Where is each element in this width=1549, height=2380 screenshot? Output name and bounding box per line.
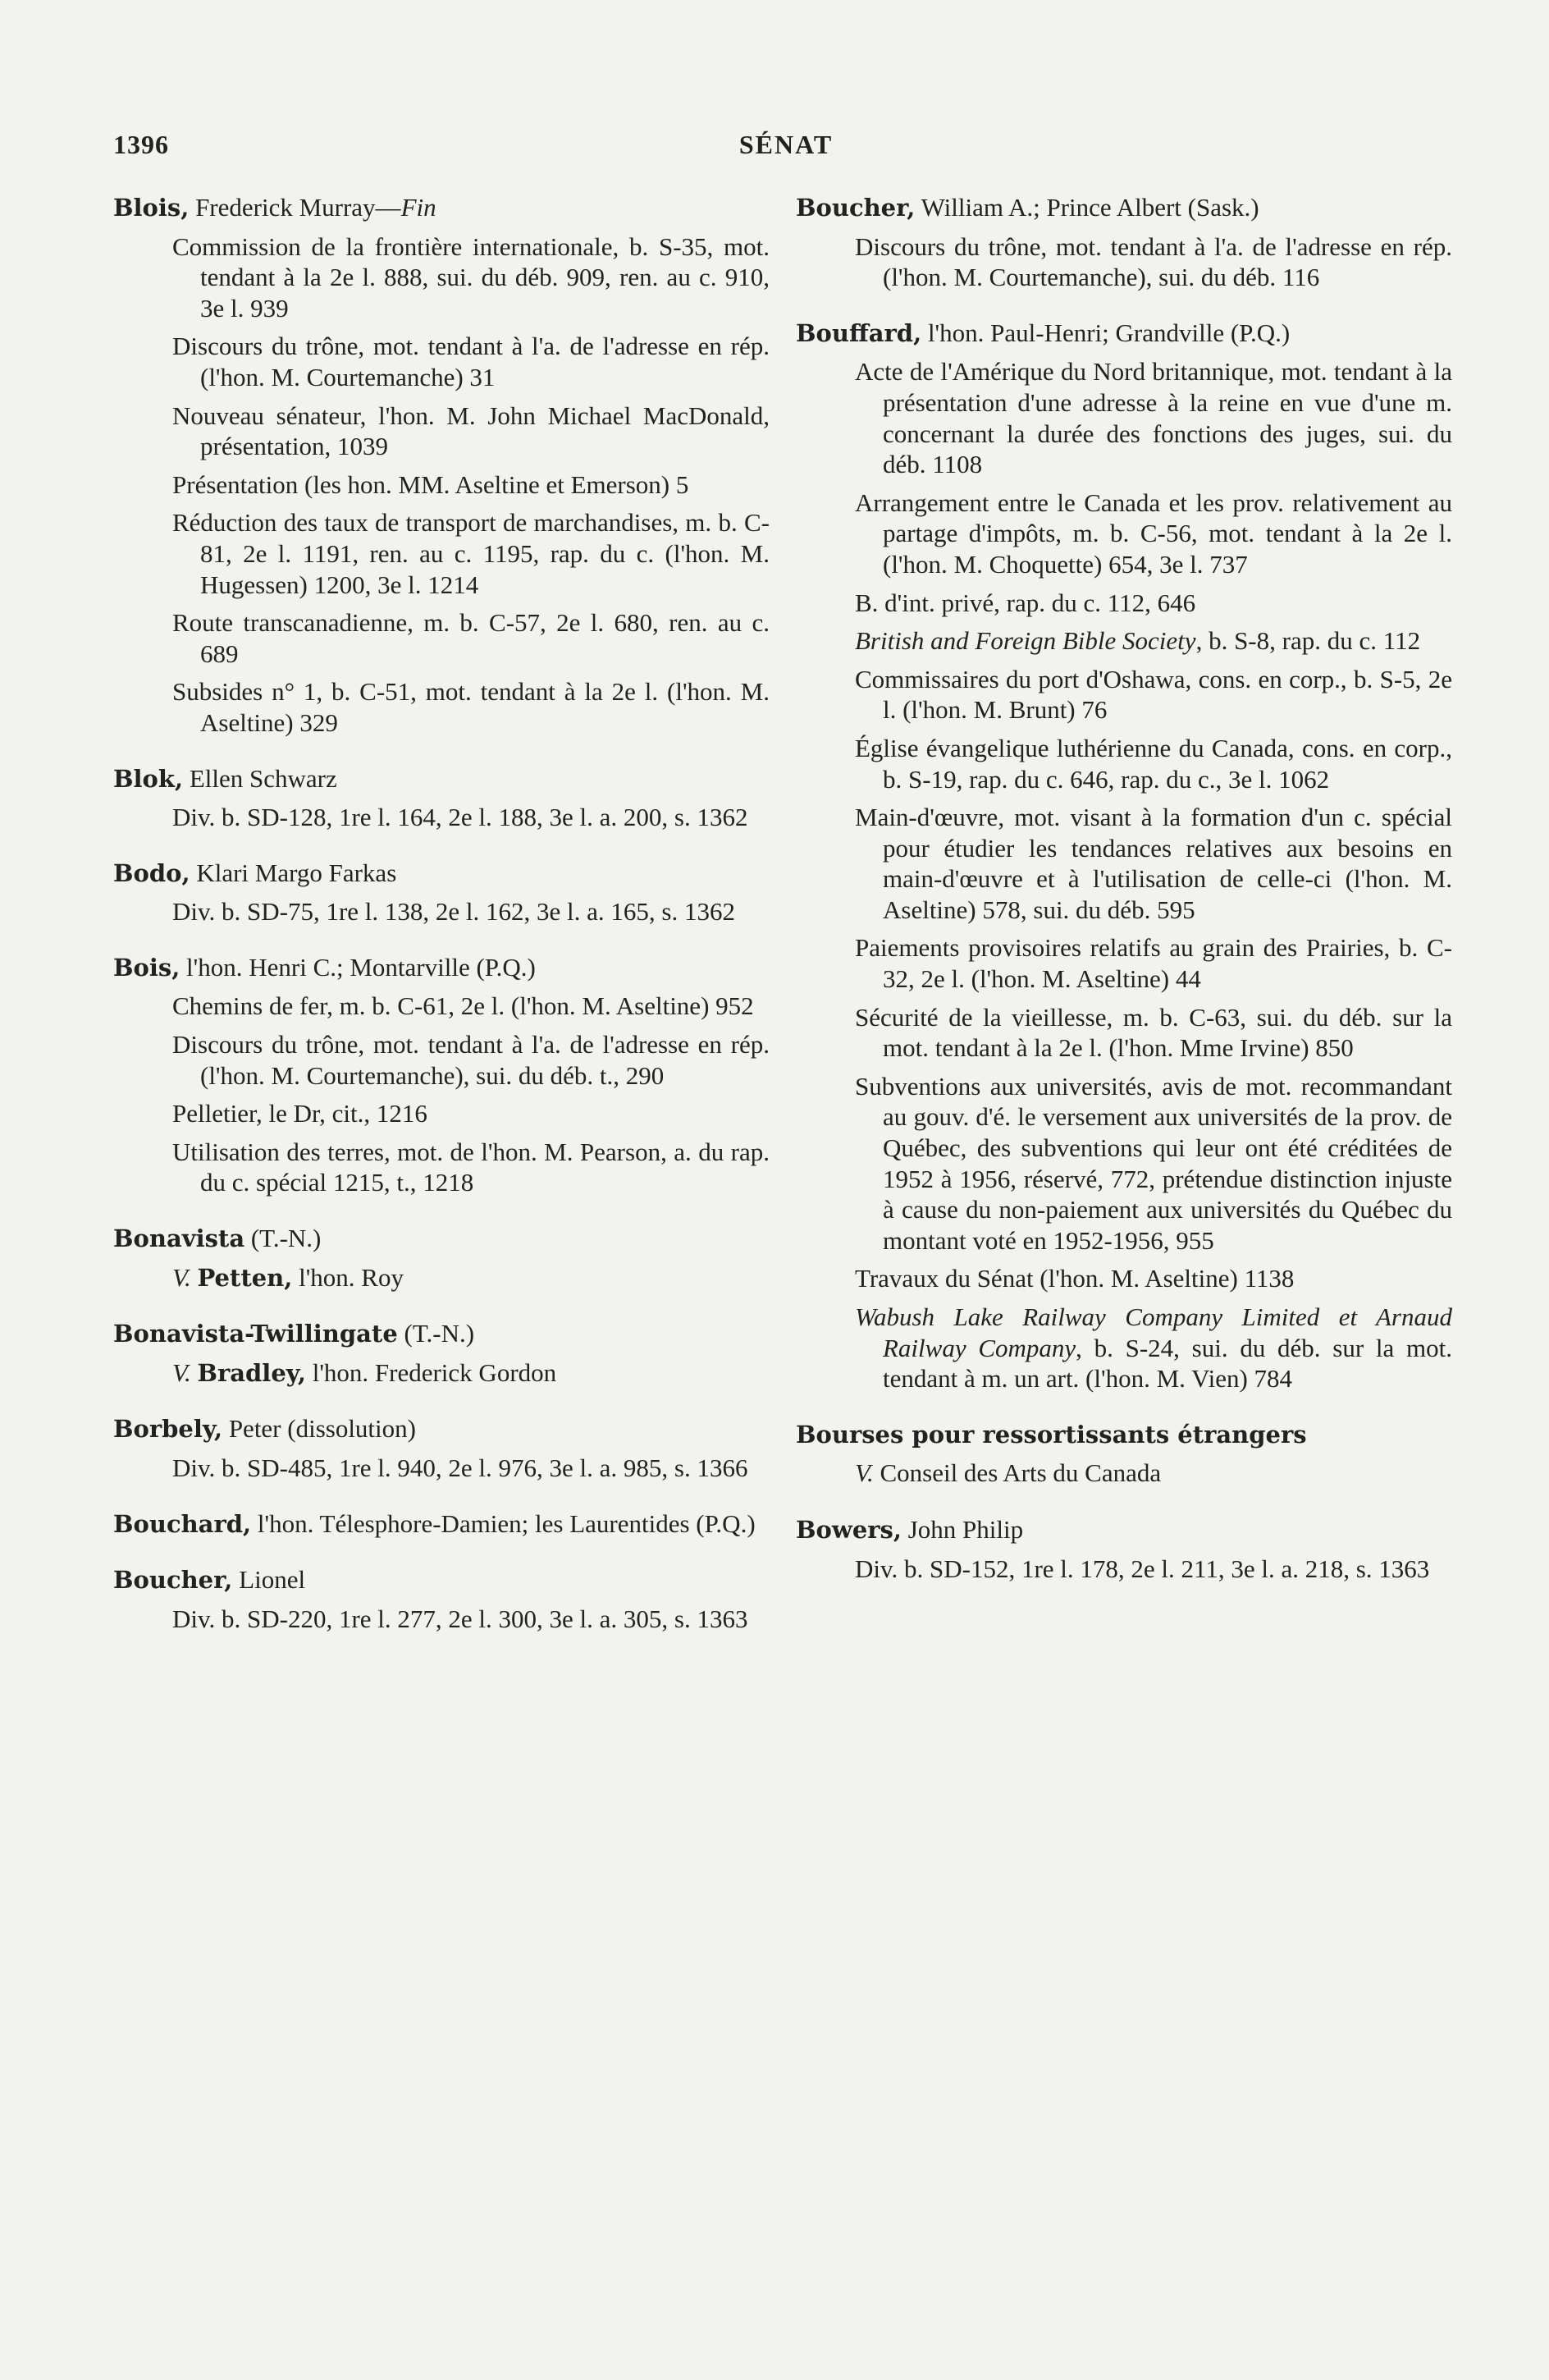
ref-rest: l'hon. Roy — [292, 1262, 404, 1292]
sub-entry: Réduction des taux de transport de marchandises, m. b. C-81, 2e l. 1191, ren. au c. 1195, rap. du c. (l'hon. M. Hugessen) 1200, 3e l. 1214 — [172, 508, 770, 599]
entry-name: Bonavista-Twillingate — [113, 1320, 398, 1348]
entry-name: Bourses pour ressortissants étrangers — [796, 1420, 1307, 1449]
entry-name: Bois, — [113, 953, 180, 982]
entry-italic-rest: Fin — [400, 193, 436, 222]
entry-name: Boucher, — [113, 1566, 233, 1595]
entry-heading — [796, 192, 1452, 224]
entry-rest: Frederick Murray— — [189, 193, 401, 222]
entry-name: Bodo, — [113, 858, 190, 887]
sub-entry: B. d'int. privé, rap. du c. 112, 646 — [855, 588, 1196, 617]
index-entry — [113, 1508, 770, 1540]
entry-heading — [113, 952, 770, 984]
sub-entry: Nouveau sénateur, l'hon. M. John Michael MacDonald, présentation, 1039 — [172, 400, 770, 461]
entry-rest: l'hon. Télesphore-Damien; les Laurentides (P.Q.) — [251, 1508, 756, 1538]
entry-heading — [113, 1564, 770, 1596]
entry-rest: Ellen Schwarz — [183, 763, 337, 793]
sub-entry: Paiements provisoires relatifs au grain des Prairies, b. C-32, 2e l. (l'hon. M. Aseltine) 44 — [855, 933, 1452, 994]
sub-entry: Utilisation des terres, mot. de l'hon. M. Pearson, a. du rap. du c. spécial 1215, t., 1218 — [172, 1137, 770, 1197]
sub-entry: Discours du trône, mot. tendant à l'a. de l'adresse en rép. (l'hon. M. Courtemanche), sui. du déb. 116 — [855, 231, 1452, 292]
sub-entry: Travaux du Sénat (l'hon. M. Aseltine) 1138 — [855, 1264, 1295, 1293]
ref-rest: l'hon. Frederick Gordon — [305, 1357, 557, 1387]
sub-entry: Div. b. SD-152, 1re l. 178, 2e l. 211, 3e l. a. 218, s. 1363 — [855, 1554, 1430, 1583]
italic-title: British and Foreign Bible Society — [855, 626, 1196, 656]
entry-name: Borbely, — [113, 1415, 223, 1444]
entry-name: Blok, — [113, 764, 184, 793]
sub-entry: Commissaires du port d'Oshawa, cons. en corp., b. S-5, 2e l. (l'hon. M. Brunt) 76 — [855, 664, 1452, 725]
entry-rest: John Philip — [901, 1514, 1024, 1544]
sub-entry: Pelletier, le Dr, cit., 1216 — [172, 1099, 427, 1128]
sub-entry: Div. b. SD-485, 1re l. 940, 2e l. 976, 3e l. a. 985, s. 1366 — [172, 1453, 748, 1482]
cross-reference — [113, 1357, 770, 1389]
index-entry — [113, 1223, 770, 1293]
entry-heading — [113, 192, 770, 224]
ref-name: Petten, — [197, 1263, 293, 1292]
index-entry — [796, 1419, 1452, 1490]
entry-rest: l'hon. Paul-Henri; Grandville (P.Q.) — [921, 318, 1291, 347]
sub-entry: Acte de l'Amérique du Nord britannique, mot. tendant à la présentation d'une adresse à la reine en vue d'une m. concernant la durée des fonctions des juges, sui. du déb. 1108 — [855, 357, 1452, 479]
entry-name: Blois, — [113, 194, 190, 222]
ref-name: Bradley, — [197, 1358, 306, 1387]
sub-entry: Sécurité de la vieillesse, m. b. C-63, sui. du déb. sur la mot. tendant à la 2e l. (l'hon. Mme Irvine) 850 — [855, 1002, 1452, 1063]
index-entry — [113, 763, 770, 833]
see-marker: V. — [855, 1458, 874, 1488]
entry-name: Bowers, — [796, 1515, 902, 1544]
entry-name: Bouffard, — [796, 318, 922, 347]
cross-reference — [796, 1458, 1452, 1490]
sub-entry: Église évangelique luthérienne du Canada, cons. en corp., b. S-19, rap. du c. 646, rap. du c., 3e l. 1062 — [855, 733, 1452, 794]
entry-rest: (T.-N.) — [244, 1224, 322, 1253]
entry-rest: (T.-N.) — [397, 1319, 475, 1348]
sub-entry: Wabush Lake Railway Company Limited et Arnaud Railway Company, b. S-24, sui. du déb. sur la mot. tendant à m. un art. (l'hon. M. Vien) 784 — [855, 1302, 1452, 1394]
sub-entry: Route transcanadienne, m. b. C-57, 2e l. 680, ren. au c. 689 — [172, 608, 770, 668]
see-marker: V. — [172, 1262, 191, 1292]
italic-title: Wabush Lake Railway Company Limited et Arnaud Railway Company — [855, 1302, 1452, 1362]
entry-heading — [113, 858, 770, 890]
sub-entry: British and Foreign Bible Society, b. S-8, rap. du c. 112 — [855, 626, 1421, 656]
left-column — [113, 192, 770, 1659]
entry-rest: Peter (dissolution) — [222, 1414, 416, 1444]
entry-rest: Lionel — [232, 1565, 306, 1595]
sub-entry: Main-d'œuvre, mot. visant à la formation d'un c. spécial pour étudier les tendances relatives aux besoins en main-d'œuvre et à l'utilisation de celle-ci (l'hon. M. Aseltine) 578, sui. du déb. 595 — [855, 803, 1452, 924]
index-entry — [113, 952, 770, 1198]
entry-heading — [796, 318, 1452, 350]
page-header — [113, 130, 1459, 171]
entry-heading — [796, 1514, 1452, 1546]
entry-heading — [796, 1419, 1452, 1451]
sub-entry: Div. b. SD-220, 1re l. 277, 2e l. 300, 3e l. a. 305, s. 1363 — [172, 1604, 748, 1633]
sub-entry: Chemins de fer, m. b. C-61, 2e l. (l'hon. M. Aseltine) 952 — [172, 991, 754, 1021]
entry-heading — [113, 1318, 770, 1350]
ref-rest: Conseil des Arts du Canada — [873, 1458, 1162, 1488]
entry-rest: Klari Margo Farkas — [190, 858, 397, 887]
sub-entry: Discours du trône, mot. tendant à l'a. de l'adresse en rép. (l'hon. M. Courtemanche), sui. du déb. t., 290 — [172, 1030, 770, 1090]
see-marker: V. — [172, 1357, 191, 1387]
sub-entry: Commission de la frontière internationale, b. S-35, mot. tendant à la 2e l. 888, sui. du déb. 909, ren. au c. 910, 3e l. 939 — [172, 231, 770, 323]
index-entry — [113, 1318, 770, 1389]
sub-entry: Arrangement entre le Canada et les prov. relativement au partage d'impôts, m. b. C-56, mot. tendant à la 2e l. (l'hon. M. Choquette) 654, 3e l. 737 — [855, 487, 1452, 579]
entry-rest: l'hon. Henri C.; Montarville (P.Q.) — [180, 952, 536, 982]
sub-entry: Discours du trône, mot. tendant à l'a. de l'adresse en rép. (l'hon. M. Courtemanche) 31 — [172, 332, 770, 391]
index-entry — [113, 192, 770, 739]
index-entry — [796, 318, 1452, 1394]
index-entry — [113, 1413, 770, 1483]
entry-rest: William A.; Prince Albert (Sask.) — [915, 193, 1259, 222]
entry-name: Boucher, — [796, 194, 916, 222]
sub-entry: Subventions aux universités, avis de mot. recommandant au gouv. d'é. le versement aux universités de la prov. de Québec, des subventions qui leur ont été créditées de 1952 à 1956, réservé, 772, prétendue distinction injuste à cause du non-paiement aux universités du Québec du montant voté en 1952-1956, 955 — [855, 1071, 1452, 1255]
sub-entry: Subsides n° 1, b. C-51, mot. tendant à la 2e l. (l'hon. M. Aseltine) 329 — [172, 677, 770, 737]
entry-heading — [113, 1413, 770, 1445]
right-column — [796, 192, 1452, 1609]
sub-entry: Div. b. SD-128, 1re l. 164, 2e l. 188, 3e l. a. 200, s. 1362 — [172, 803, 748, 832]
entry-name: Bonavista — [113, 1224, 245, 1253]
index-entry — [113, 858, 770, 927]
entry-name: Bouchard, — [113, 1509, 252, 1538]
index-entry — [796, 1514, 1452, 1584]
entry-heading — [113, 763, 770, 795]
sub-entry: Div. b. SD-75, 1re l. 138, 2e l. 162, 3e l. a. 165, s. 1362 — [172, 897, 735, 927]
running-head: SÉNAT — [738, 130, 834, 159]
entry-heading — [113, 1223, 770, 1255]
sub-entry: Présentation (les hon. MM. Aseltine et Emerson) 5 — [172, 469, 689, 499]
index-entry — [796, 192, 1452, 293]
entry-heading — [113, 1508, 770, 1540]
index-entry — [113, 1564, 770, 1634]
page-number: 1396 — [113, 130, 169, 159]
cross-reference — [113, 1262, 770, 1294]
